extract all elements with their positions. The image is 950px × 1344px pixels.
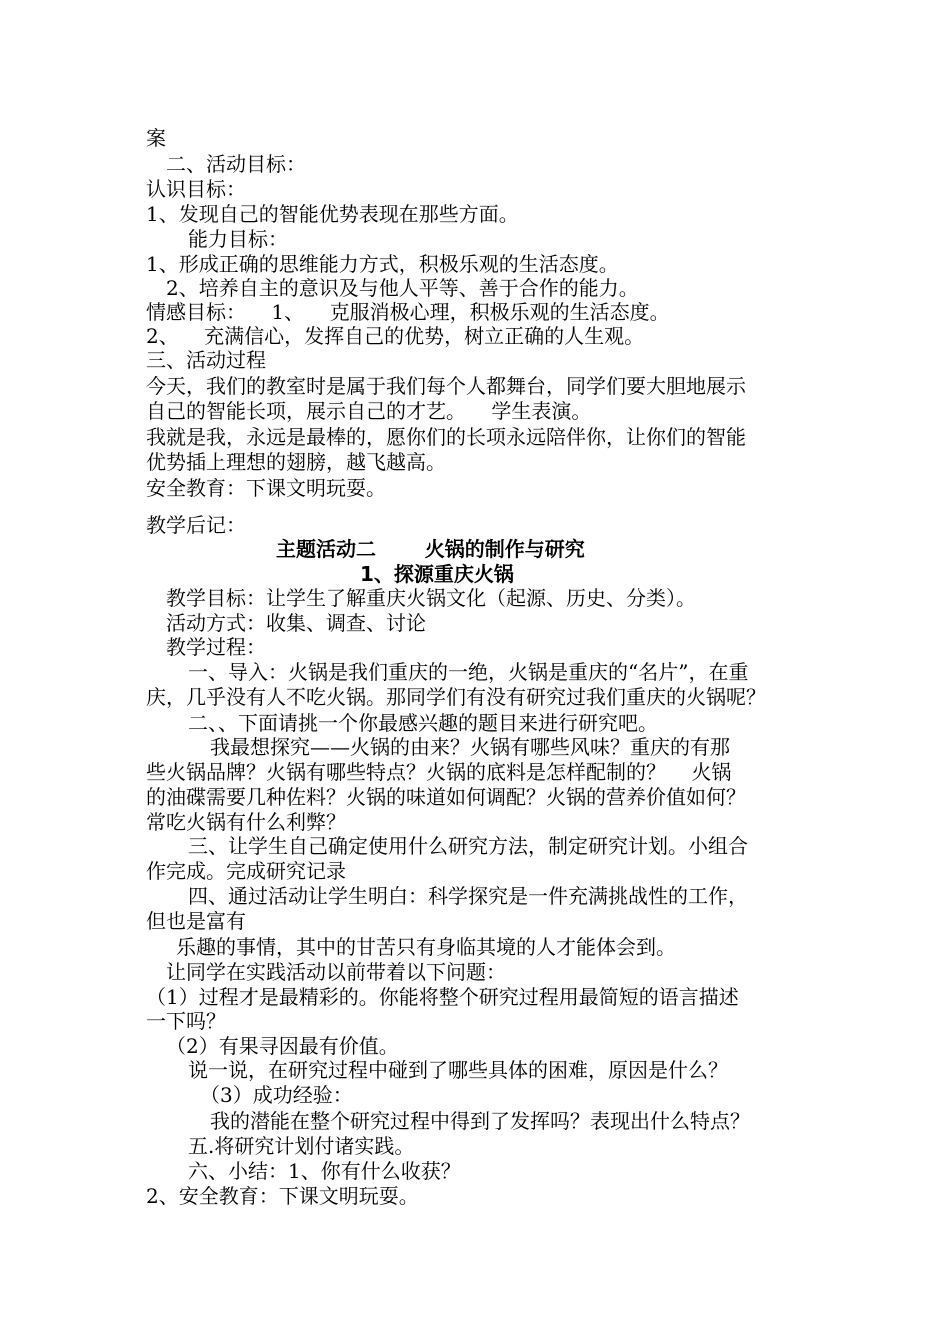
text-line: 二、、下面请挑一个你最感兴趣的题目来进行研究吧。 [188, 711, 658, 735]
text-line: 能力目标： [188, 227, 288, 251]
text-line: 1、发现自己的智能优势表现在那些方面。 [146, 202, 519, 226]
text-line: 2、 充满信心，发挥自己的优势，树立正确的人生观。 [146, 324, 645, 348]
page-title: 主题活动二 火锅的制作与研究 [276, 537, 585, 561]
text-line: 2、培养自主的意识及与他人平等、善于合作的能力。 [166, 276, 639, 300]
text-line: 些火锅品牌？火锅有哪些特点？火锅的底料是怎样配制的？ 火锅 [146, 760, 732, 784]
text-line: 我最想探究——火锅的由来？火锅有哪些风味？重庆的有那 [210, 735, 730, 759]
text-line: （3）成功经验： [200, 1083, 353, 1107]
section-heading: 三、活动过程 [146, 348, 266, 372]
text-line: 乐趣的事情，其中的甘苦只有身临其境的人才能体会到。 [176, 935, 676, 959]
text-line: 教学后记： [146, 513, 246, 537]
text-line: 我就是我，永远是最棒的，愿你们的长项永远陪伴你，让你们的智能 [146, 425, 746, 449]
text-line: 作完成。完成研究记录 [146, 859, 346, 883]
text-line: 自己的智能长项，展示自己的才艺。 学生表演。 [146, 399, 592, 423]
text-line: 安全教育：下课文明玩耍。 [146, 476, 386, 500]
text-line: （2）有果寻因最有价值。 [166, 1034, 399, 1058]
text-line: 但也是富有 [146, 909, 246, 933]
text-line: 1、形成正确的思维能力方式，积极乐观的生活态度。 [146, 252, 619, 276]
text-line: 让同学在实践活动以前带着以下问题： [166, 960, 506, 984]
text-line: 2、安全教育：下课文明玩耍。 [146, 1184, 419, 1208]
text-line: 常吃火锅有什么利弊？ [146, 810, 346, 834]
text-line: 教学目标：让学生了解重庆火锅文化（起源、历史、分类）。 [166, 586, 696, 610]
text-line: 情感目标： 1、 克服消极心理，积极乐观的生活态度。 [146, 300, 670, 324]
text-line: 六、小结：1、你有什么收获？ [188, 1159, 461, 1183]
text-line: （1）过程才是最精彩的。你能将整个研究过程用最简短的语言描述 [146, 985, 739, 1009]
text-line: 优势插上理想的翅膀，越飞越高。 [146, 450, 446, 474]
text-line: 的油碟需要几种佐料？火锅的味道如何调配？火锅的营养价值如何？ [146, 785, 746, 809]
text-line: 五.将研究计划付诸实践。 [188, 1134, 415, 1158]
text-line: 案 [146, 126, 166, 150]
text-line: 教学过程： [166, 635, 266, 659]
text-line: 说一说，在研究过程中碰到了哪些具体的困难，原因是什么？ [188, 1058, 728, 1082]
text-line: 庆，几乎没有人不吃火锅。那同学们有没有研究过我们重庆的火锅呢？ [146, 685, 766, 709]
text-line: 今天，我们的教室时是属于我们每个人都舞台，同学们要大胆地展示 [146, 374, 746, 398]
text-line: 四、通过活动让学生明白：科学探究是一件充满挑战性的工作， [188, 884, 748, 908]
text-line: 认识目标： [146, 177, 246, 201]
text-line: 三、让学生自己确定使用什么研究方法，制定研究计划。小组合 [188, 834, 748, 858]
text-line: 一下吗？ [146, 1009, 226, 1033]
lesson-title: 1、探源重庆火锅 [360, 562, 514, 586]
text-line: 活动方式：收集、调查、讨论 [166, 611, 426, 635]
text-line: 我的潜能在整个研究过程中得到了发挥吗？表现出什么特点？ [210, 1109, 750, 1133]
text-line: 一、导入：火锅是我们重庆的一绝，火锅是重庆的“名片”，在重 [188, 660, 749, 684]
section-heading: 二、活动目标： [166, 152, 306, 176]
